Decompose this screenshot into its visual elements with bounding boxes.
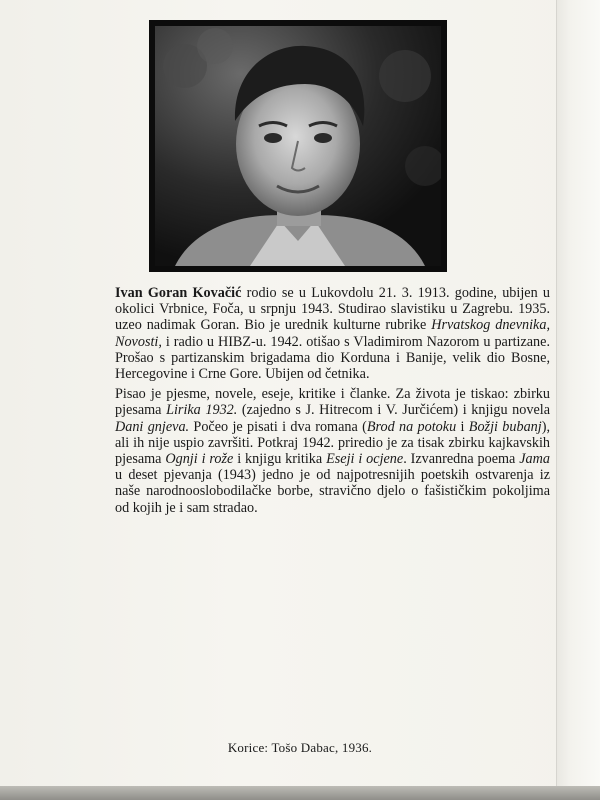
bio-italic: Dani gnjeva.	[115, 418, 190, 435]
biography-text	[115, 285, 550, 520]
cover-credit-caption: Korice: Tošo Dabac, 1936.	[227, 740, 373, 755]
bio-text: rodio se u Lukovdolu 21. 3. 1913. godine, ubijen u okolici Vrbnice, Foča, u srpnju 1943. Studirao slavistiku u Zagrebu. 1935. uzeo nadimak Goran. Bio je urednik kulturne rubrike	[115, 285, 550, 334]
bio-italic: Božji bubanj	[468, 418, 542, 435]
biography-paragraph-2	[115, 386, 550, 516]
bio-text: Počeo je pisati i dva romana (	[189, 418, 367, 435]
bio-text: ), ali ih nije uspio završiti. Potkraj 1942. priredio je za tisak zbirku kajkavskih pjesama	[115, 418, 550, 468]
bio-text: (zajedno s J. Hitrecom i V. Jurčićem) i knjigu novela	[237, 402, 550, 419]
bio-italic: Lirika 1932.	[166, 402, 238, 419]
portrait-photo	[155, 26, 441, 266]
bio-text: . Izvanredna poema	[403, 451, 520, 468]
portrait-illustration	[155, 26, 441, 266]
bio-text: u deset pjevanja (1943) jedno je od najpotresnijih poetskih ostvarenja iz naše narodnooslobodilačke borbe, stravično djelo o fašističkim pokoljima od kojih je i sam stradao.	[115, 467, 550, 516]
bio-text: i	[456, 418, 469, 435]
author-name: Ivan Goran Kovačić	[115, 285, 242, 301]
bio-italic: Eseji i ocjene	[326, 451, 404, 468]
biography-paragraph-1	[115, 285, 550, 382]
bio-text: i radio u HIBZ-u. 1942. otišao s Vladimirom Nazorom u partizane. Prošao s partizanskim brigadama dio Korduna i Banije, velik dio Bosne, Hercegovine i Crne Gore. Ubijen od četnika.	[115, 333, 550, 383]
portrait-frame	[149, 20, 447, 272]
bottom-edge-shadow	[0, 786, 600, 800]
bio-text: i knjigu kritika	[233, 451, 327, 468]
bio-italic: Jama	[519, 451, 550, 468]
cover-spine-edge	[556, 0, 600, 800]
bio-italic: Brod na potoku	[366, 418, 457, 435]
bio-italic: Hrvatskog dnevnika, Novosti,	[115, 317, 550, 350]
bio-italic: Ognji i rože	[165, 451, 234, 468]
bio-text: Pisao je pjesme, novele, eseje, kritike i članke. Za života je tiskao: zbirku pjesama	[115, 386, 550, 419]
